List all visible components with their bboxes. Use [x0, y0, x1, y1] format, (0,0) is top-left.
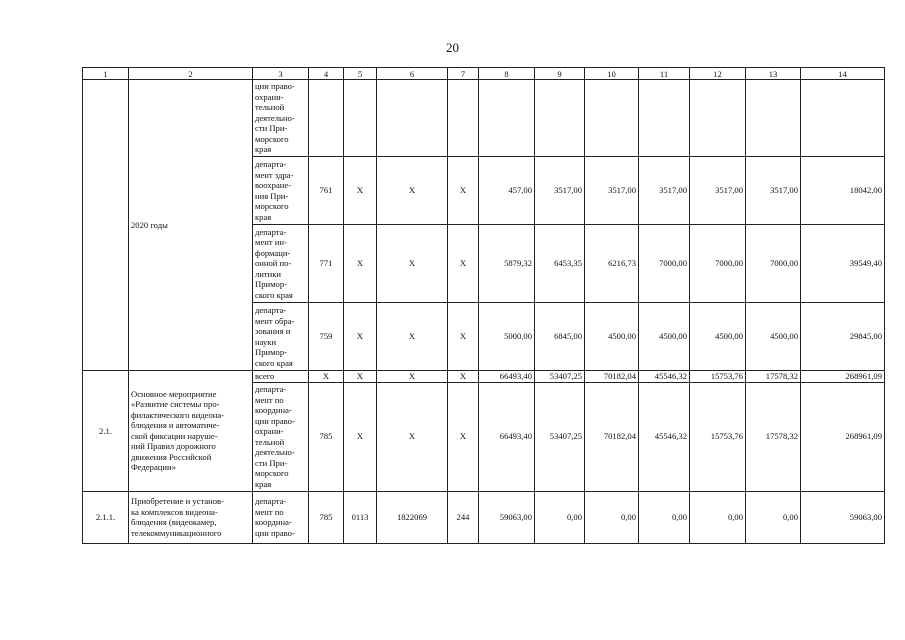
value-cell: 4500,00	[690, 303, 746, 371]
table-row	[83, 80, 885, 157]
measure-name-cell: Основное мероприятие «Развитие системы про- филактического видеона- блюдения и автоматиче- ской фиксации наруше- ний Правил дорожного движения Российской Федерации»	[129, 371, 253, 492]
value-cell: X	[344, 157, 377, 225]
executor-cell: департа- мент по координа- ции право-	[253, 491, 309, 543]
value-cell: 268961,09	[801, 382, 885, 491]
value-cell: 45546,32	[639, 382, 690, 491]
value-cell: X	[344, 225, 377, 303]
value-cell: 15753,76	[690, 382, 746, 491]
measure-name-cell: 2020 годы	[129, 80, 253, 371]
value-cell: 45546,32	[639, 371, 690, 383]
value-cell: 0113	[344, 491, 377, 543]
value-cell: 0,00	[690, 491, 746, 543]
header-cell: 14	[801, 68, 885, 80]
value-cell: 0,00	[639, 491, 690, 543]
header-cell: 6	[377, 68, 448, 80]
executor-cell: департа- мент обра- зования и науки Примор- ского края	[253, 303, 309, 371]
value-cell: 7000,00	[690, 225, 746, 303]
value-cell: X	[448, 382, 479, 491]
row-number-cell: 2.1.1.	[83, 491, 129, 543]
header-cell: 12	[690, 68, 746, 80]
value-cell: 4500,00	[585, 303, 639, 371]
row-number-cell: 2.1.	[83, 371, 129, 492]
header-cell: 7	[448, 68, 479, 80]
executor-cell: департа- мент по координа- ции право- охрани- тельной деятельно- сти При- морского края	[253, 382, 309, 491]
header-cell: 5	[344, 68, 377, 80]
value-cell: 244	[448, 491, 479, 543]
executor-cell: ции право- охрани- тельной деятельно- сти При- морского края	[253, 80, 309, 157]
header-cell: 9	[535, 68, 585, 80]
value-cell: 66493,40	[479, 382, 535, 491]
value-cell: 5000,00	[479, 303, 535, 371]
value-cell: 1822069	[377, 491, 448, 543]
header-row	[83, 68, 885, 80]
value-cell: 785	[309, 382, 344, 491]
value-cell: X	[448, 225, 479, 303]
value-cell: 457,00	[479, 157, 535, 225]
table-row	[83, 491, 885, 543]
value-cell: 59063,00	[479, 491, 535, 543]
value-cell: X	[377, 382, 448, 491]
value-cell: 4500,00	[746, 303, 801, 371]
value-cell: 5879,32	[479, 225, 535, 303]
value-cell: 3517,00	[746, 157, 801, 225]
value-cell: 771	[309, 225, 344, 303]
value-cell: 0,00	[585, 491, 639, 543]
value-cell: 53407,25	[535, 382, 585, 491]
header-cell: 1	[83, 68, 129, 80]
value-cell: 70182,04	[585, 371, 639, 383]
value-cell: X	[344, 382, 377, 491]
value-cell: 6453,35	[535, 225, 585, 303]
row-number-cell	[83, 80, 129, 371]
value-cell: 4500,00	[639, 303, 690, 371]
table-row	[83, 371, 885, 383]
value-cell: 7000,00	[746, 225, 801, 303]
value-cell: 53407,25	[535, 371, 585, 383]
value-cell: 7000,00	[639, 225, 690, 303]
value-cell: 761	[309, 157, 344, 225]
value-cell: 785	[309, 491, 344, 543]
value-cell: 0,00	[746, 491, 801, 543]
value-cell: 70182,04	[585, 382, 639, 491]
page-number: 20	[446, 40, 459, 55]
header-cell: 2	[129, 68, 253, 80]
header-cell: 11	[639, 68, 690, 80]
header-cell: 13	[746, 68, 801, 80]
value-cell: X	[344, 371, 377, 383]
value-cell: 17578,32	[746, 371, 801, 383]
header-cell: 3	[253, 68, 309, 80]
value-cell: 268961,09	[801, 371, 885, 383]
value-cell: X	[448, 157, 479, 225]
value-cell: X	[309, 371, 344, 383]
measure-name-cell: Приобретение и установ- ка комплексов видеона- блюдения (видеокамер, телекоммуникационного	[129, 491, 253, 543]
value-cell: X	[377, 371, 448, 383]
value-cell: 759	[309, 303, 344, 371]
value-cell: 3517,00	[690, 157, 746, 225]
value-cell: 39549,40	[801, 225, 885, 303]
value-cell: X	[377, 303, 448, 371]
value-cell: 3517,00	[639, 157, 690, 225]
value-cell: 15753,76	[690, 371, 746, 383]
header-cell: 4	[309, 68, 344, 80]
value-cell: 17578,32	[746, 382, 801, 491]
value-cell: 3517,00	[535, 157, 585, 225]
header-cell: 10	[585, 68, 639, 80]
header-cell: 8	[479, 68, 535, 80]
value-cell: 66493,40	[479, 371, 535, 383]
value-cell: X	[344, 303, 377, 371]
value-cell: X	[377, 225, 448, 303]
value-cell: 18042,00	[801, 157, 885, 225]
value-cell: 0,00	[535, 491, 585, 543]
executor-cell: департа- мент здра- воохране- ния При- морского края	[253, 157, 309, 225]
executor-cell: всего	[253, 371, 309, 383]
value-cell: 3517,00	[585, 157, 639, 225]
value-cell: X	[377, 157, 448, 225]
value-cell: 6845,00	[535, 303, 585, 371]
value-cell: X	[448, 303, 479, 371]
value-cell: 29845,00	[801, 303, 885, 371]
value-cell: X	[448, 371, 479, 383]
value-cell: 6216,73	[585, 225, 639, 303]
budget-table	[82, 67, 885, 544]
executor-cell: департа- мент ин- формаци- онной по- литики Примор- ского края	[253, 225, 309, 303]
value-cell: 59063,00	[801, 491, 885, 543]
